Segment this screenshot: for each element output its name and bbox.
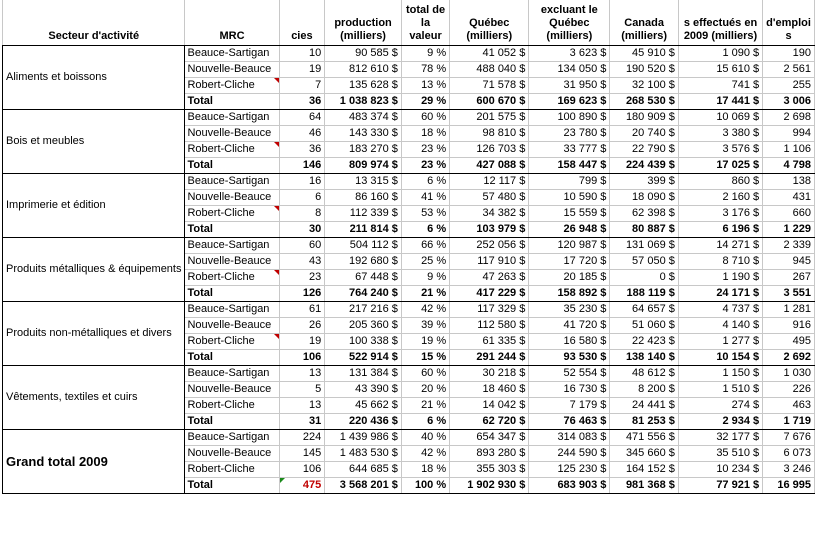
cell-mrc[interactable]: Robert-Cliche <box>185 334 279 350</box>
cell-jobs[interactable]: 226 <box>763 382 815 398</box>
cell-companies[interactable]: 60 <box>279 238 325 254</box>
cell-quebec[interactable]: 61 335 $ <box>450 334 529 350</box>
cell-production[interactable]: 43 390 $ <box>325 382 402 398</box>
cell-share[interactable]: 21 % <box>401 398 449 414</box>
cell-canada[interactable]: 62 398 $ <box>610 206 679 222</box>
cell-share[interactable]: 41 % <box>401 190 449 206</box>
cell-quebec[interactable]: 98 810 $ <box>450 126 529 142</box>
cell-effectifs[interactable]: 3 380 $ <box>678 126 762 142</box>
cell-canada-excl[interactable]: 7 179 $ <box>529 398 610 414</box>
cell-share[interactable]: 18 % <box>401 126 449 142</box>
table-row <box>3 366 815 382</box>
cell-mrc[interactable]: Beauce-Sartigan <box>185 366 279 382</box>
cell-mrc[interactable]: Robert-Cliche <box>185 78 279 94</box>
cell-companies[interactable]: 43 <box>279 254 325 270</box>
cell-jobs[interactable]: 431 <box>763 190 815 206</box>
sector-label[interactable]: Vêtements, textiles et cuirs <box>3 366 185 430</box>
cell-effectifs[interactable]: 15 610 $ <box>678 62 762 78</box>
cell-canada[interactable]: 224 439 $ <box>610 158 679 174</box>
cell-canada[interactable]: 32 100 $ <box>610 78 679 94</box>
cell-mrc[interactable]: Beauce-Sartigan <box>185 238 279 254</box>
cell-canada-excl[interactable]: 100 890 $ <box>529 110 610 126</box>
cell-mrc[interactable]: Total <box>185 222 279 238</box>
header-canada-excl[interactable]: excluant le Québec (milliers) <box>529 0 610 46</box>
cell-companies[interactable]: 10 <box>279 46 325 62</box>
cell-jobs[interactable]: 138 <box>763 174 815 190</box>
cell-canada[interactable]: 131 069 $ <box>610 238 679 254</box>
header-companies[interactable]: cies <box>279 0 325 46</box>
cell-quebec[interactable]: 18 460 $ <box>450 382 529 398</box>
cell-mrc[interactable]: Total <box>185 286 279 302</box>
cell-effectifs[interactable]: 10 069 $ <box>678 110 762 126</box>
cell-quebec[interactable]: 126 703 $ <box>450 142 529 158</box>
cell-canada[interactable]: 18 090 $ <box>610 190 679 206</box>
cell-canada-excl[interactable]: 799 $ <box>529 174 610 190</box>
cell-production[interactable]: 86 160 $ <box>325 190 402 206</box>
cell-companies[interactable]: 475 <box>279 478 325 494</box>
cell-effectifs[interactable]: 1 090 $ <box>678 46 762 62</box>
cell-effectifs[interactable]: 8 710 $ <box>678 254 762 270</box>
cell-jobs[interactable]: 267 <box>763 270 815 286</box>
cell-canada-excl[interactable]: 15 559 $ <box>529 206 610 222</box>
header-canada[interactable]: Canada (milliers) <box>610 0 679 46</box>
header-share[interactable]: total de la valeur <box>401 0 449 46</box>
cell-quebec[interactable]: 893 280 $ <box>450 446 529 462</box>
cell-quebec[interactable]: 600 670 $ <box>450 94 529 110</box>
sector-label[interactable]: Imprimerie et édition <box>3 174 185 238</box>
cell-canada[interactable]: 22 790 $ <box>610 142 679 158</box>
cell-share[interactable]: 40 % <box>401 430 449 446</box>
cell-canada-excl[interactable]: 93 530 $ <box>529 350 610 366</box>
cell-mrc[interactable]: Beauce-Sartigan <box>185 302 279 318</box>
cell-share[interactable]: 39 % <box>401 318 449 334</box>
cell-mrc[interactable]: Nouvelle-Beauce <box>185 446 279 462</box>
sector-label[interactable]: Bois et meubles <box>3 110 185 174</box>
cell-share[interactable]: 20 % <box>401 382 449 398</box>
empty-cell[interactable] <box>610 494 679 509</box>
cell-production[interactable]: 1 038 823 $ <box>325 94 402 110</box>
cell-canada[interactable]: 64 657 $ <box>610 302 679 318</box>
cell-jobs[interactable]: 7 676 <box>763 430 815 446</box>
cell-canada-excl[interactable]: 314 083 $ <box>529 430 610 446</box>
cell-companies[interactable]: 13 <box>279 398 325 414</box>
cell-production[interactable]: 131 384 $ <box>325 366 402 382</box>
cell-companies[interactable]: 126 <box>279 286 325 302</box>
cell-companies[interactable]: 23 <box>279 270 325 286</box>
header-mrc[interactable]: MRC <box>185 0 279 46</box>
cell-canada-excl[interactable]: 134 050 $ <box>529 62 610 78</box>
cell-canada[interactable]: 51 060 $ <box>610 318 679 334</box>
cell-companies[interactable]: 46 <box>279 126 325 142</box>
cell-quebec[interactable]: 62 720 $ <box>450 414 529 430</box>
cell-share[interactable]: 42 % <box>401 302 449 318</box>
cell-jobs[interactable]: 1 106 <box>763 142 815 158</box>
sector-label[interactable]: Produits métalliques & équipements <box>3 238 185 302</box>
cell-canada-excl[interactable]: 26 948 $ <box>529 222 610 238</box>
cell-quebec[interactable]: 201 575 $ <box>450 110 529 126</box>
cell-quebec[interactable]: 252 056 $ <box>450 238 529 254</box>
cell-canada[interactable]: 81 253 $ <box>610 414 679 430</box>
cell-quebec[interactable]: 417 229 $ <box>450 286 529 302</box>
cell-share[interactable]: 25 % <box>401 254 449 270</box>
cell-jobs[interactable]: 2 692 <box>763 350 815 366</box>
cell-share[interactable]: 6 % <box>401 414 449 430</box>
cell-effectifs[interactable]: 14 271 $ <box>678 238 762 254</box>
cell-canada-excl[interactable]: 41 720 $ <box>529 318 610 334</box>
cell-quebec[interactable]: 427 088 $ <box>450 158 529 174</box>
cell-canada[interactable]: 24 441 $ <box>610 398 679 414</box>
cell-production[interactable]: 809 974 $ <box>325 158 402 174</box>
cell-production[interactable]: 192 680 $ <box>325 254 402 270</box>
cell-canada[interactable]: 138 140 $ <box>610 350 679 366</box>
cell-share[interactable]: 60 % <box>401 366 449 382</box>
cell-production[interactable]: 764 240 $ <box>325 286 402 302</box>
cell-effectifs[interactable]: 1 150 $ <box>678 366 762 382</box>
table-row <box>3 302 815 318</box>
cell-effectifs[interactable]: 1 190 $ <box>678 270 762 286</box>
cell-canada[interactable]: 8 200 $ <box>610 382 679 398</box>
cell-mrc[interactable]: Nouvelle-Beauce <box>185 318 279 334</box>
cell-jobs[interactable]: 1 030 <box>763 366 815 382</box>
cell-canada[interactable]: 471 556 $ <box>610 430 679 446</box>
cell-canada[interactable]: 164 152 $ <box>610 462 679 478</box>
sector-label[interactable]: Aliments et boissons <box>3 46 185 110</box>
cell-quebec[interactable]: 57 480 $ <box>450 190 529 206</box>
cell-companies[interactable]: 30 <box>279 222 325 238</box>
header-row <box>3 0 815 46</box>
cell-mrc[interactable]: Total <box>185 414 279 430</box>
cell-canada-excl[interactable]: 120 987 $ <box>529 238 610 254</box>
cell-jobs[interactable]: 4 798 <box>763 158 815 174</box>
cell-canada-excl[interactable]: 20 185 $ <box>529 270 610 286</box>
cell-quebec[interactable]: 488 040 $ <box>450 62 529 78</box>
cell-production[interactable]: 183 270 $ <box>325 142 402 158</box>
cell-quebec[interactable]: 12 117 $ <box>450 174 529 190</box>
table-row <box>3 238 815 254</box>
cell-jobs[interactable]: 3 006 <box>763 94 815 110</box>
cell-production[interactable]: 217 216 $ <box>325 302 402 318</box>
cell-mrc[interactable]: Nouvelle-Beauce <box>185 62 279 78</box>
cell-canada-excl[interactable]: 35 230 $ <box>529 302 610 318</box>
cell-production[interactable]: 13 315 $ <box>325 174 402 190</box>
cell-canada[interactable]: 22 423 $ <box>610 334 679 350</box>
cell-quebec[interactable]: 34 382 $ <box>450 206 529 222</box>
cell-effectifs[interactable]: 10 154 $ <box>678 350 762 366</box>
empty-cell[interactable] <box>325 494 402 509</box>
cell-jobs[interactable]: 1 719 <box>763 414 815 430</box>
cell-mrc[interactable]: Nouvelle-Beauce <box>185 126 279 142</box>
table-body <box>3 46 815 509</box>
cell-share[interactable]: 100 % <box>401 478 449 494</box>
cell-quebec[interactable]: 103 979 $ <box>450 222 529 238</box>
cell-companies[interactable]: 106 <box>279 350 325 366</box>
cell-share[interactable]: 60 % <box>401 110 449 126</box>
cell-share[interactable]: 9 % <box>401 270 449 286</box>
cell-canada-excl[interactable]: 10 590 $ <box>529 190 610 206</box>
cell-canada[interactable]: 80 887 $ <box>610 222 679 238</box>
cell-canada[interactable]: 48 612 $ <box>610 366 679 382</box>
cell-production[interactable]: 483 374 $ <box>325 110 402 126</box>
cell-canada-excl[interactable]: 169 623 $ <box>529 94 610 110</box>
header-quebec[interactable]: Québec (milliers) <box>450 0 529 46</box>
cell-canada[interactable]: 20 740 $ <box>610 126 679 142</box>
empty-cell[interactable] <box>185 494 279 509</box>
cell-share[interactable]: 15 % <box>401 350 449 366</box>
cell-companies[interactable]: 7 <box>279 78 325 94</box>
cell-companies[interactable]: 6 <box>279 190 325 206</box>
cell-mrc[interactable]: Total <box>185 478 279 494</box>
cell-effectifs[interactable]: 77 921 $ <box>678 478 762 494</box>
empty-cell[interactable] <box>678 494 762 509</box>
cell-companies[interactable]: 36 <box>279 94 325 110</box>
cell-jobs[interactable]: 1 229 <box>763 222 815 238</box>
cell-canada[interactable]: 57 050 $ <box>610 254 679 270</box>
cell-canada-excl[interactable]: 17 720 $ <box>529 254 610 270</box>
empty-cell[interactable] <box>279 494 325 509</box>
cell-mrc[interactable]: Beauce-Sartigan <box>185 46 279 62</box>
cell-production[interactable]: 812 610 $ <box>325 62 402 78</box>
cell-canada-excl[interactable]: 244 590 $ <box>529 446 610 462</box>
cell-effectifs[interactable]: 1 277 $ <box>678 334 762 350</box>
cell-companies[interactable]: 224 <box>279 430 325 446</box>
cell-jobs[interactable]: 945 <box>763 254 815 270</box>
cell-canada[interactable]: 345 660 $ <box>610 446 679 462</box>
empty-cell[interactable] <box>3 494 185 509</box>
cell-share[interactable]: 19 % <box>401 334 449 350</box>
cell-production[interactable]: 1 483 530 $ <box>325 446 402 462</box>
cell-share[interactable]: 13 % <box>401 78 449 94</box>
cell-canada-excl[interactable]: 16 730 $ <box>529 382 610 398</box>
header-sector[interactable]: Secteur d'activité <box>3 0 185 46</box>
table-row <box>3 174 815 190</box>
cell-production[interactable]: 644 685 $ <box>325 462 402 478</box>
cell-production[interactable]: 90 585 $ <box>325 46 402 62</box>
cell-canada[interactable]: 0 $ <box>610 270 679 286</box>
cell-mrc[interactable]: Robert-Cliche <box>185 462 279 478</box>
cell-jobs[interactable]: 6 073 <box>763 446 815 462</box>
cell-canada-excl[interactable]: 683 903 $ <box>529 478 610 494</box>
data-table <box>2 0 815 508</box>
cell-production[interactable]: 1 439 986 $ <box>325 430 402 446</box>
cell-production[interactable]: 504 112 $ <box>325 238 402 254</box>
cell-mrc[interactable]: Robert-Cliche <box>185 142 279 158</box>
cell-companies[interactable]: 16 <box>279 174 325 190</box>
cell-quebec[interactable]: 112 580 $ <box>450 318 529 334</box>
header-effectifs[interactable]: s effectués en 2009 (milliers) <box>678 0 762 46</box>
cell-production[interactable]: 135 628 $ <box>325 78 402 94</box>
cell-share[interactable]: 23 % <box>401 158 449 174</box>
cell-production[interactable]: 211 814 $ <box>325 222 402 238</box>
cell-companies[interactable]: 19 <box>279 334 325 350</box>
cell-canada-excl[interactable]: 76 463 $ <box>529 414 610 430</box>
cell-mrc[interactable]: Beauce-Sartigan <box>185 430 279 446</box>
cell-effectifs[interactable]: 24 171 $ <box>678 286 762 302</box>
cell-share[interactable]: 9 % <box>401 46 449 62</box>
cell-jobs[interactable]: 660 <box>763 206 815 222</box>
cell-production[interactable]: 143 330 $ <box>325 126 402 142</box>
empty-cell[interactable] <box>401 494 449 509</box>
cell-canada[interactable]: 399 $ <box>610 174 679 190</box>
cell-companies[interactable]: 5 <box>279 382 325 398</box>
cell-jobs[interactable]: 994 <box>763 126 815 142</box>
cell-companies[interactable]: 145 <box>279 446 325 462</box>
cell-share[interactable]: 42 % <box>401 446 449 462</box>
cell-effectifs[interactable]: 10 234 $ <box>678 462 762 478</box>
cell-jobs[interactable]: 495 <box>763 334 815 350</box>
cell-production[interactable]: 220 436 $ <box>325 414 402 430</box>
table-row <box>3 46 815 62</box>
cell-canada-excl[interactable]: 16 580 $ <box>529 334 610 350</box>
cell-canada[interactable]: 188 119 $ <box>610 286 679 302</box>
cell-mrc[interactable]: Total <box>185 350 279 366</box>
cell-quebec[interactable]: 30 218 $ <box>450 366 529 382</box>
cell-effectifs[interactable]: 35 510 $ <box>678 446 762 462</box>
cell-mrc[interactable]: Total <box>185 94 279 110</box>
cell-quebec[interactable]: 14 042 $ <box>450 398 529 414</box>
cell-production[interactable]: 522 914 $ <box>325 350 402 366</box>
cell-canada[interactable]: 190 520 $ <box>610 62 679 78</box>
cell-jobs[interactable]: 3 551 <box>763 286 815 302</box>
cell-share[interactable]: 23 % <box>401 142 449 158</box>
cell-companies[interactable]: 64 <box>279 110 325 126</box>
cell-share[interactable]: 6 % <box>401 222 449 238</box>
cell-canada[interactable]: 180 909 $ <box>610 110 679 126</box>
cell-share[interactable]: 66 % <box>401 238 449 254</box>
table-row <box>3 430 815 446</box>
cell-effectifs[interactable]: 3 576 $ <box>678 142 762 158</box>
cell-share[interactable]: 18 % <box>401 462 449 478</box>
cell-production[interactable]: 67 448 $ <box>325 270 402 286</box>
empty-cell[interactable] <box>529 494 610 509</box>
cell-effectifs[interactable]: 17 025 $ <box>678 158 762 174</box>
cell-quebec[interactable]: 117 329 $ <box>450 302 529 318</box>
cell-companies[interactable]: 61 <box>279 302 325 318</box>
cell-effectifs[interactable]: 32 177 $ <box>678 430 762 446</box>
cell-effectifs[interactable]: 3 176 $ <box>678 206 762 222</box>
cell-jobs[interactable]: 463 <box>763 398 815 414</box>
table-row <box>3 110 815 126</box>
cell-canada[interactable]: 268 530 $ <box>610 94 679 110</box>
cell-companies[interactable]: 8 <box>279 206 325 222</box>
header-jobs[interactable]: d'emploi s <box>763 0 815 46</box>
cell-quebec[interactable]: 47 263 $ <box>450 270 529 286</box>
cell-jobs[interactable]: 1 281 <box>763 302 815 318</box>
cell-canada-excl[interactable]: 125 230 $ <box>529 462 610 478</box>
cell-canada-excl[interactable]: 33 777 $ <box>529 142 610 158</box>
cell-mrc[interactable]: Nouvelle-Beauce <box>185 382 279 398</box>
empty-cell[interactable] <box>763 494 815 509</box>
cell-share[interactable]: 78 % <box>401 62 449 78</box>
cell-production[interactable]: 45 662 $ <box>325 398 402 414</box>
cell-companies[interactable]: 106 <box>279 462 325 478</box>
cell-canada-excl[interactable]: 3 623 $ <box>529 46 610 62</box>
cell-jobs[interactable]: 2 561 <box>763 62 815 78</box>
empty-cell[interactable] <box>450 494 529 509</box>
sector-label[interactable]: Grand total 2009 <box>3 430 185 494</box>
cell-production[interactable]: 112 339 $ <box>325 206 402 222</box>
cell-quebec[interactable]: 291 244 $ <box>450 350 529 366</box>
cell-effectifs[interactable]: 2 934 $ <box>678 414 762 430</box>
cell-production[interactable]: 3 568 201 $ <box>325 478 402 494</box>
cell-effectifs[interactable]: 2 160 $ <box>678 190 762 206</box>
empty-row <box>3 494 815 509</box>
cell-quebec[interactable]: 71 578 $ <box>450 78 529 94</box>
cell-jobs[interactable]: 3 246 <box>763 462 815 478</box>
cell-mrc[interactable]: Robert-Cliche <box>185 398 279 414</box>
cell-share[interactable]: 29 % <box>401 94 449 110</box>
cell-companies[interactable]: 146 <box>279 158 325 174</box>
cell-jobs[interactable]: 2 339 <box>763 238 815 254</box>
cell-jobs[interactable]: 190 <box>763 46 815 62</box>
cell-effectifs[interactable]: 274 $ <box>678 398 762 414</box>
cell-share[interactable]: 6 % <box>401 174 449 190</box>
cell-companies[interactable]: 19 <box>279 62 325 78</box>
cell-canada[interactable]: 981 368 $ <box>610 478 679 494</box>
cell-mrc[interactable]: Nouvelle-Beauce <box>185 190 279 206</box>
header-production[interactable]: production (milliers) <box>325 0 402 46</box>
cell-mrc[interactable]: Beauce-Sartigan <box>185 110 279 126</box>
cell-effectifs[interactable]: 741 $ <box>678 78 762 94</box>
cell-production[interactable]: 205 360 $ <box>325 318 402 334</box>
cell-mrc[interactable]: Robert-Cliche <box>185 206 279 222</box>
cell-companies[interactable]: 26 <box>279 318 325 334</box>
cell-mrc[interactable]: Beauce-Sartigan <box>185 174 279 190</box>
sector-label[interactable]: Produits non-métalliques et divers <box>3 302 185 366</box>
cell-jobs[interactable]: 916 <box>763 318 815 334</box>
cell-companies[interactable]: 13 <box>279 366 325 382</box>
cell-share[interactable]: 53 % <box>401 206 449 222</box>
cell-mrc[interactable]: Nouvelle-Beauce <box>185 254 279 270</box>
cell-quebec[interactable]: 355 303 $ <box>450 462 529 478</box>
cell-jobs[interactable]: 16 995 <box>763 478 815 494</box>
cell-mrc[interactable]: Robert-Cliche <box>185 270 279 286</box>
cell-effectifs[interactable]: 1 510 $ <box>678 382 762 398</box>
cell-quebec[interactable]: 654 347 $ <box>450 430 529 446</box>
cell-companies[interactable]: 36 <box>279 142 325 158</box>
cell-canada-excl[interactable]: 23 780 $ <box>529 126 610 142</box>
cell-effectifs[interactable]: 4 140 $ <box>678 318 762 334</box>
cell-effectifs[interactable]: 860 $ <box>678 174 762 190</box>
cell-canada[interactable]: 45 910 $ <box>610 46 679 62</box>
cell-jobs[interactable]: 2 698 <box>763 110 815 126</box>
cell-quebec[interactable]: 41 052 $ <box>450 46 529 62</box>
cell-canada-excl[interactable]: 52 554 $ <box>529 366 610 382</box>
cell-jobs[interactable]: 255 <box>763 78 815 94</box>
cell-canada-excl[interactable]: 158 892 $ <box>529 286 610 302</box>
cell-quebec[interactable]: 1 902 930 $ <box>450 478 529 494</box>
cell-effectifs[interactable]: 17 441 $ <box>678 94 762 110</box>
cell-production[interactable]: 100 338 $ <box>325 334 402 350</box>
cell-mrc[interactable]: Total <box>185 158 279 174</box>
cell-effectifs[interactable]: 4 737 $ <box>678 302 762 318</box>
cell-companies[interactable]: 31 <box>279 414 325 430</box>
cell-share[interactable]: 21 % <box>401 286 449 302</box>
cell-canada-excl[interactable]: 158 447 $ <box>529 158 610 174</box>
cell-canada-excl[interactable]: 31 950 $ <box>529 78 610 94</box>
cell-effectifs[interactable]: 6 196 $ <box>678 222 762 238</box>
cell-quebec[interactable]: 117 910 $ <box>450 254 529 270</box>
